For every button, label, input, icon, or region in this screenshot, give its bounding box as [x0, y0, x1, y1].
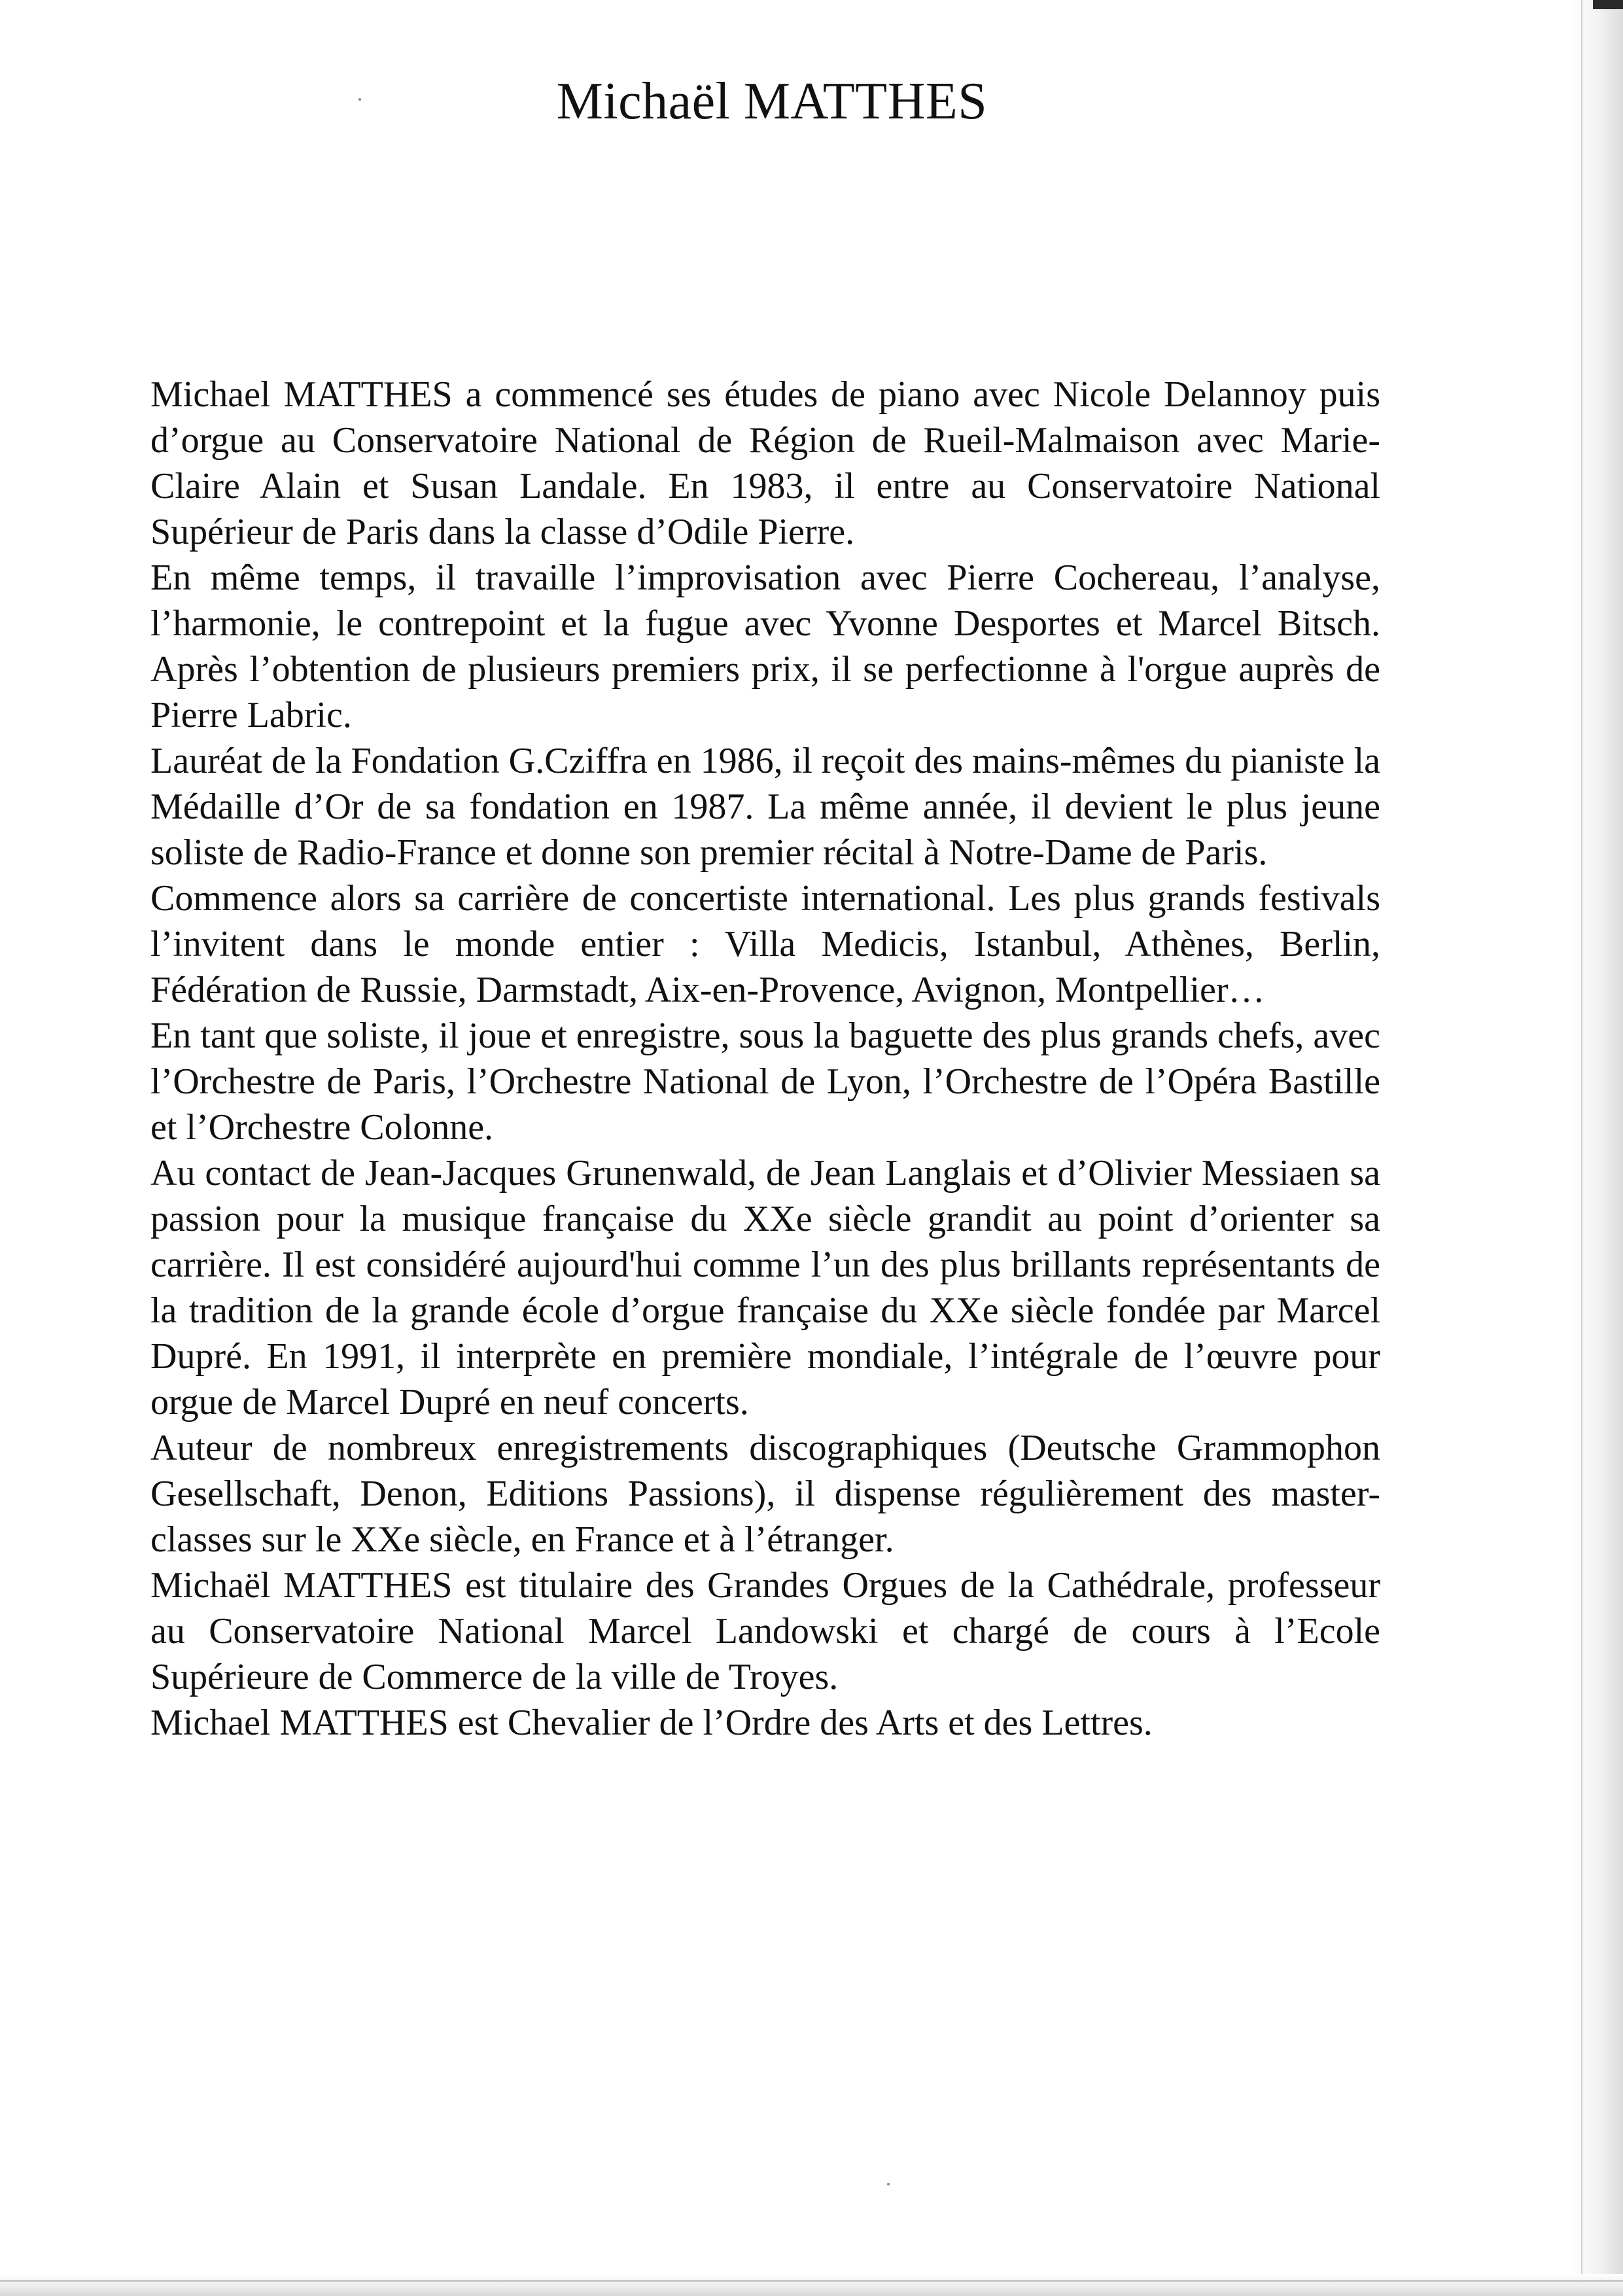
page-edge-line [1581, 0, 1582, 2296]
bio-paragraph-soloist: En tant que soliste, il joue et enregistre, sous la baguette des plus grands chefs, avec l’Orchestre de Paris, l’Orchestre National de Lyon, l’Orchestre de l’Opéra Bastille et l’Orchestre Colonne. [150, 1016, 1380, 1148]
page-title: Michaël MATTHES [556, 73, 988, 130]
bio-paragraph-positions: Michaël MATTHES est titulaire des Grandes Orgues de la Cathédrale, professeur au Conservatoire National Marcel Landowski et chargé de cours à l’Ecole Supérieure de Commerce de la ville de Troyes. [150, 1565, 1380, 1697]
page-bottom-edge [0, 2274, 1623, 2296]
bio-paragraph-career: Commence alors sa carrière de concertiste international. Les plus grands festivals l’invitent dans le monde entier : Villa Medicis, Istanbul, Athènes, Berlin, Fédération de Russie, Darmstadt, Aix-en-Provence, Avignon, Montpellier… [150, 878, 1380, 1010]
page-bottom-line [0, 2280, 1623, 2282]
bio-paragraph-honours: Michael MATTHES est Chevalier de l’Ordre des Arts et des Lettres. [150, 1703, 1153, 1743]
bio-paragraph-awards: Lauréat de la Fondation G.Cziffra en 1986, il reçoit des mains-mêmes du pianiste la Médaille d’Or de sa fondation en 1987. La même année, il devient le plus jeune soliste de Radio-France et donne son premier récital à Notre-Dame de Paris. [150, 741, 1380, 873]
scan-speck [887, 2183, 890, 2185]
bio-paragraph-studies: Michael MATTHES a commencé ses études de piano avec Nicole Delannoy puis d’orgue au Conservatoire National de Région de Rueil-Malmaison avec Marie-Claire Alain et Susan Landale. En 1983, il entre au Conservatoire National Supérieur de Paris dans la classe d’Odile Pierre. [150, 374, 1380, 552]
page-edge-shadow [1572, 0, 1623, 2296]
corner-mark [1593, 0, 1623, 9]
bio-paragraph-recordings: Auteur de nombreux enregistrements discographiques (Deutsche Grammophon Gesellschaft, Denon, Editions Passions), il dispense régulièrement des master-classes sur le XXe siècle, en France et à l’étranger. [150, 1428, 1380, 1560]
biography-text [150, 372, 1380, 1746]
bio-paragraph-influences: Au contact de Jean-Jacques Grunenwald, de Jean Langlais et d’Olivier Messiaen sa passion pour la musique française du XXe siècle grandit au point d’orienter sa carrière. Il est considéré aujourd'hui comme l’un des plus brillants représentants de la tradition de la grande école d’orgue française du XXe siècle fondée par Marcel Dupré. En 1991, il interprète en première mondiale, l’intégrale de l’œuvre pour orgue de Marcel Dupré en neuf concerts. [150, 1153, 1380, 1422]
bio-paragraph-training: En même temps, il travaille l’improvisation avec Pierre Cochereau, l’analyse, l’harmonie, le contrepoint et la fugue avec Yvonne Desportes et Marcel Bitsch. Après l’obtention de plusieurs premiers prix, il se perfectionne à l'orgue auprès de Pierre Labric. [150, 557, 1380, 735]
